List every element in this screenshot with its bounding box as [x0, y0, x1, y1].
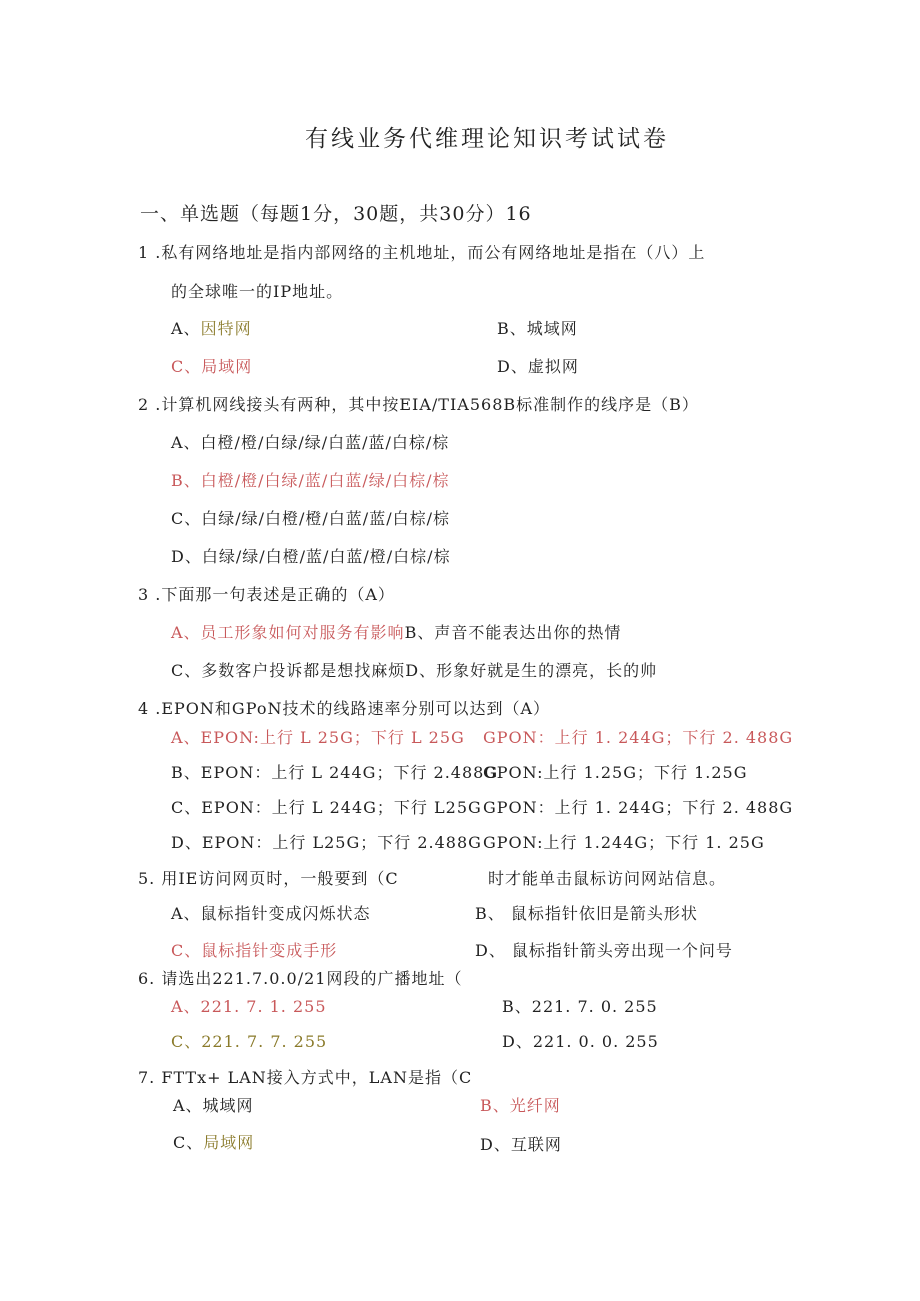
question-1-option-b: B、城域网 — [497, 319, 578, 338]
question-2-option-b: B、白橙/橙/白绿/蓝/白蓝/绿/白棕/棕 — [171, 471, 450, 490]
question-1-stem: 1 .私有网络地址是指内部网络的主机地址，而公有网络地址是指在（八）上 — [138, 243, 706, 262]
question-4-option-b-gpon: GPON:上行 1.25G；下行 1.25G — [483, 763, 748, 782]
question-7-option-a: A、城域网 — [173, 1096, 254, 1115]
question-3-option-b: B、声音不能表达出你的热情 — [404, 623, 622, 642]
question-4-option-b-epon: B、EPON：上行 L 244G；下行 2.488G — [171, 763, 499, 782]
question-5-stem-cont: 时才能单击鼠标访问网站信息。 — [488, 869, 727, 888]
question-3-options-ab — [171, 622, 621, 644]
question-5-stem: 5. 用IE访问网页时，一般要到（C — [138, 869, 399, 888]
question-6-option-d: D、221. 0. 0. 255 — [502, 1032, 659, 1051]
question-1-stem-cont: 的全球唯一的IP地址。 — [171, 282, 344, 301]
question-4-option-d-gpon: GPON:上行 1.244G；下行 1. 25G — [483, 833, 765, 852]
question-7-stem: 7. FTTx+ LAN接入方式中，LAN是指（C — [138, 1068, 473, 1087]
question-5-option-a: A、鼠标指针变成闪烁状态 — [171, 904, 371, 923]
question-4-stem: 4 .EPON和GPoN技术的线路速率分别可以达到（A） — [138, 699, 551, 718]
question-2-option-c: C、白绿/绿/白橙/橙/白蓝/蓝/白棕/棕 — [171, 509, 450, 528]
question-7-option-d: D、互联网 — [480, 1135, 562, 1154]
question-6-stem: 6. 请选出221.7.0.0/21网段的广播地址（ — [138, 969, 463, 988]
question-4-option-c-gpon: GPON：上行 1. 244G；下行 2. 488G — [483, 798, 794, 817]
question-6-option-c: C、221. 7. 7. 255 — [171, 1032, 328, 1051]
question-7-option-b: B、光纤网 — [480, 1096, 561, 1115]
question-6-option-a: A、221. 7. 1. 255 — [171, 997, 327, 1016]
question-5-option-d: D、 鼠标指针箭头旁出现一个问号 — [475, 941, 733, 960]
question-2-option-d: D、白绿/绿/白橙/蓝/白蓝/橙/白棕/棕 — [171, 547, 451, 566]
section-heading: 一、单选题（每题1分，30题，共30分）16 — [140, 203, 532, 225]
question-5-option-c: C、鼠标指针变成手形 — [171, 941, 338, 960]
question-3-stem: 3 .下面那一句表述是正确的（A） — [138, 585, 395, 604]
question-4-option-a-epon: A、EPON:上行 L 25G；下行 L 25G — [171, 728, 465, 747]
question-6-option-b: B、221. 7. 0. 255 — [502, 997, 658, 1016]
question-4-option-d-epon: D、EPON：上行 L25G；下行 2.488G — [171, 833, 482, 852]
question-1-option-c: C、局域网 — [171, 357, 253, 376]
question-3-option-d: D、形象好就是生的漂亮，长的帅 — [405, 661, 658, 680]
question-1-option-a: A、因特网 — [171, 319, 252, 338]
question-3-options-cd — [171, 660, 657, 682]
question-7-option-c: C、局域网 — [173, 1133, 255, 1152]
question-1-option-d: D、虚拟网 — [497, 357, 579, 376]
question-2-option-a: A、白橙/橙/白绿/绿/白蓝/蓝/白棕/棕 — [171, 433, 450, 452]
question-2-stem: 2 .计算机网线接头有两种，其中按EIA/TIA568B标准制作的线序是（B） — [138, 395, 699, 414]
question-5-option-b: B、 鼠标指针依旧是箭头形状 — [475, 904, 698, 923]
question-4-option-a-gpon: GPON：上行 1. 244G；下行 2. 488G — [483, 728, 794, 747]
question-3-option-a: A、员工形象如何对服务有影响 — [171, 623, 405, 642]
page-title: 有线业务代维理论知识考试试卷 — [305, 126, 669, 152]
question-3-option-c: C、多数客户投诉都是想找麻烦 — [171, 661, 406, 680]
question-4-option-c-epon: C、EPON：上行 L 244G；下行 L25G — [171, 798, 482, 817]
